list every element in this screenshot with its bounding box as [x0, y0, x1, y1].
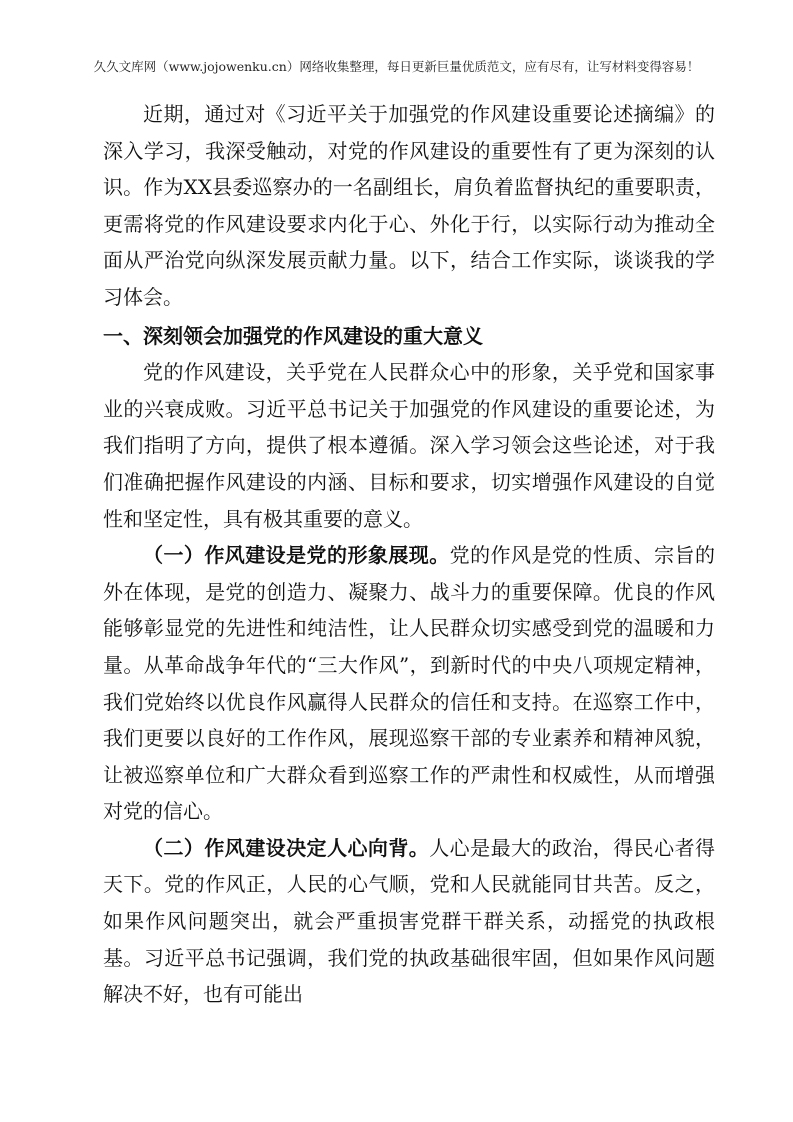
point-2-paragraph: [103, 830, 715, 1013]
point-1-paragraph: [103, 537, 715, 830]
page-header: 久久文库网（www.jojowenku.cn）网络收集整理，每日更新巨量优质范文，应有尽有，让写材料变得容易！: [93, 59, 700, 74]
point-1-lead: （一）作风建设是党的形象展现。: [143, 543, 450, 568]
document-body: [103, 96, 715, 1013]
section-1-paragraph: 党的作风建设，关乎党在人民群众心中的形象，关乎党和国家事业的兴衰成败。习近平总书记关于加强党的作风建设的重要论述，为我们指明了方向，提供了根本遵循。深入学习领会这些论述，对于我们准确把握作风建设的内涵、目标和要求，切实增强作风建设的自觉性和坚定性，具有极其重要的意义。: [103, 360, 715, 531]
intro-paragraph: 近期，通过对《习近平关于加强党的作风建设重要论述摘编》的深入学习，我深受触动，对党的作风建设的重要性有了更为深刻的认识。作为XX县委巡察办的一名副组长，肩负着监督执纪的重要职责，更需将党的作风建设要求内化于心、外化于行，以实际行动为推动全面从严治党向纵深发展贡献力量。以下，结合工作实际，谈谈我的学习体会。: [103, 102, 715, 309]
point-1-text: 党的作风是党的性质、宗旨的外在体现，是党的创造力、凝聚力、战斗力的重要保障。优良的作风能够彰显党的先进性和纯洁性，让人民群众切实感受到党的温暖和力量。从革命战争年代的“三大作风”，到新时代的中央八项规定精神，我们党始终以优良作风赢得人民群众的信任和支持。在巡察工作中，我们更要以良好的工作作风，展现巡察干部的专业素养和精神风貌，让被巡察单位和广大群众看到巡察工作的严肃性和权威性，从而增强对党的信心。: [103, 543, 716, 824]
point-2-text: 人心是最大的政治，得民心者得天下。党的作风正，人民的心气顺，党和人民就能同甘共苦。反之，如果作风问题突出，就会严重损害党群干群关系，动摇党的执政根基。习近平总书记强调，我们党的执政基础很牢固，但如果作风问题解决不好，也有可能出: [103, 835, 716, 1007]
point-2-lead: （二）作风建设决定人心向背。: [143, 835, 430, 860]
section-1-heading: 一、深刻领会加强党的作风建设的重大意义: [103, 323, 483, 348]
